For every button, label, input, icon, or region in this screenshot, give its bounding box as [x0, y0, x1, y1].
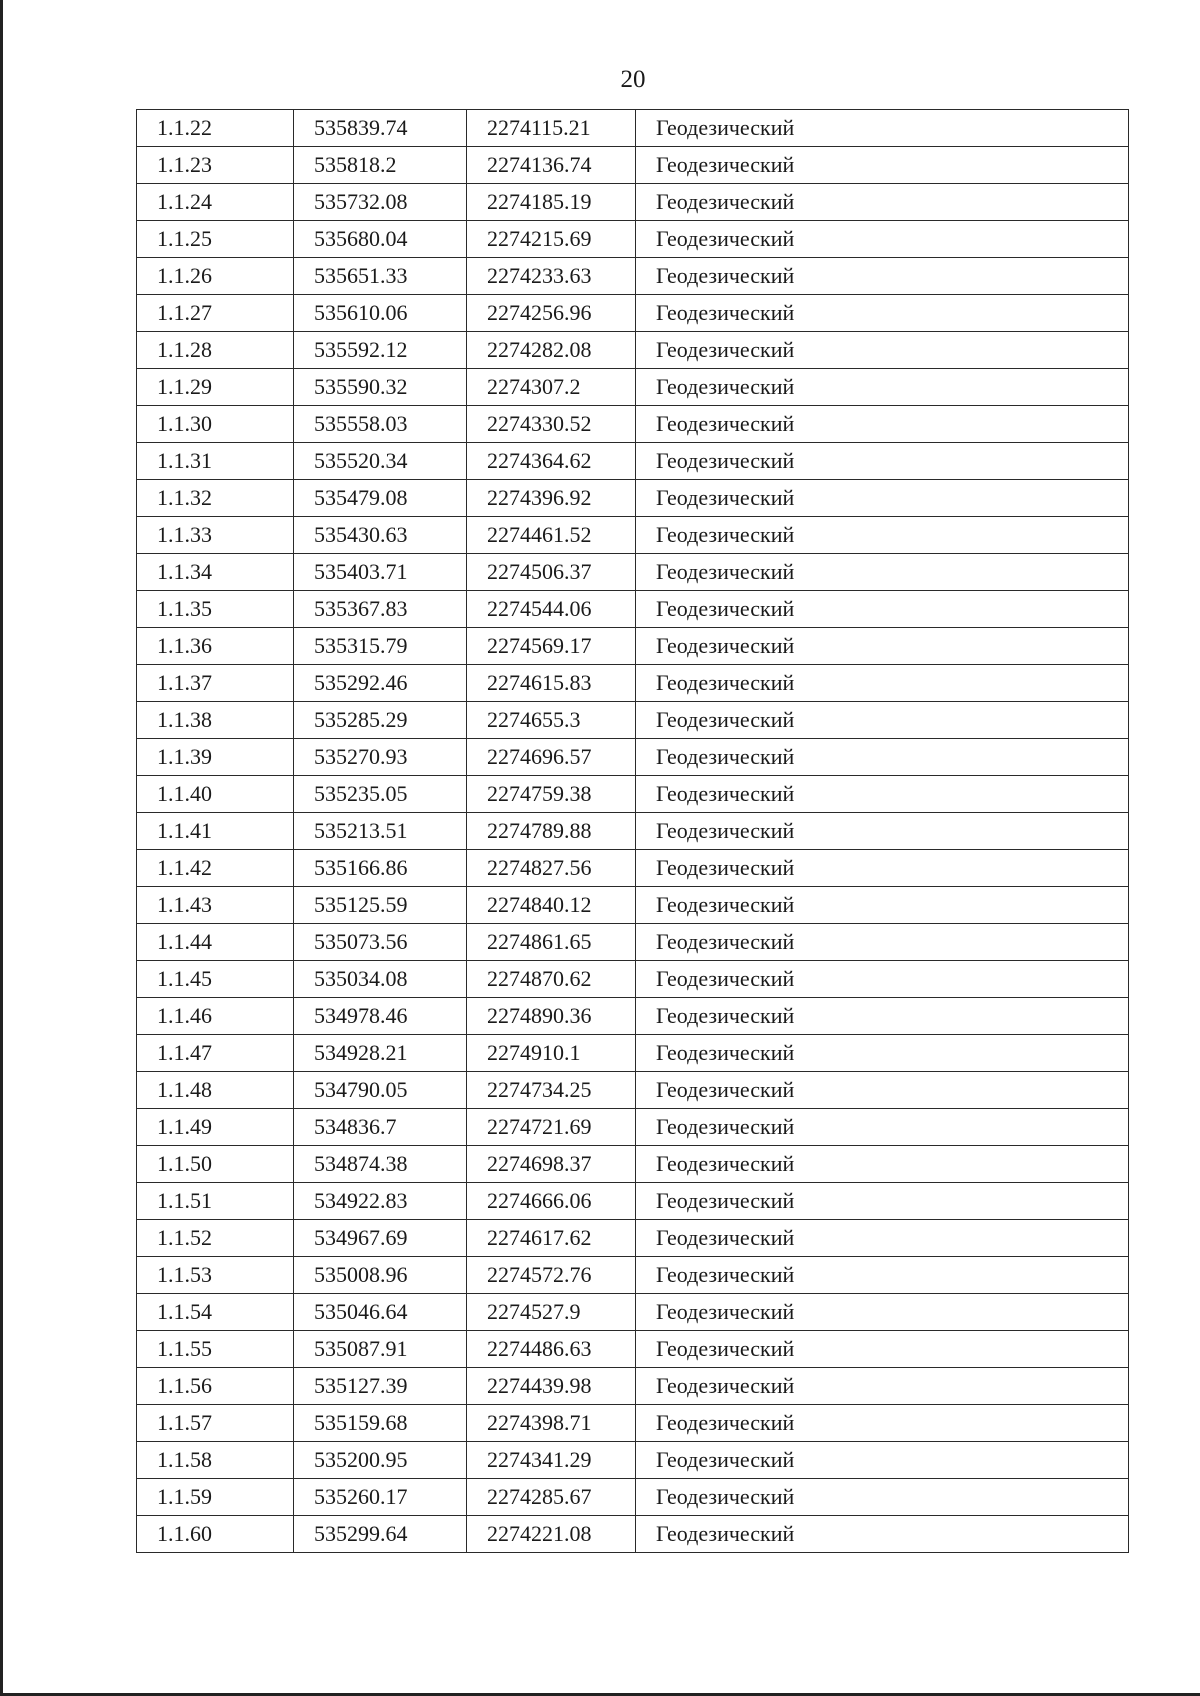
- point-number-cell: 1.1.45: [137, 961, 294, 998]
- x-coordinate-cell: 535235.05: [294, 776, 467, 813]
- method-cell: Геодезический: [636, 1405, 1129, 1442]
- point-number-cell: 1.1.32: [137, 480, 294, 517]
- y-coordinate-cell: 2274890.36: [467, 998, 636, 1035]
- table-row: [137, 924, 1129, 961]
- y-coordinate-cell: 2274569.17: [467, 628, 636, 665]
- x-coordinate-cell: 535479.08: [294, 480, 467, 517]
- y-coordinate-cell: 2274696.57: [467, 739, 636, 776]
- x-coordinate-cell: 535430.63: [294, 517, 467, 554]
- y-coordinate-cell: 2274396.92: [467, 480, 636, 517]
- method-cell: Геодезический: [636, 628, 1129, 665]
- point-number-cell: 1.1.23: [137, 147, 294, 184]
- y-coordinate-cell: 2274256.96: [467, 295, 636, 332]
- x-coordinate-cell: 535008.96: [294, 1257, 467, 1294]
- table-row: [137, 1183, 1129, 1220]
- point-number-cell: 1.1.42: [137, 850, 294, 887]
- point-number-cell: 1.1.56: [137, 1368, 294, 1405]
- point-number-cell: 1.1.51: [137, 1183, 294, 1220]
- table-row: [137, 480, 1129, 517]
- method-cell: Геодезический: [636, 591, 1129, 628]
- x-coordinate-cell: 535367.83: [294, 591, 467, 628]
- y-coordinate-cell: 2274341.29: [467, 1442, 636, 1479]
- method-cell: Геодезический: [636, 1109, 1129, 1146]
- method-cell: Геодезический: [636, 221, 1129, 258]
- table-row: [137, 1109, 1129, 1146]
- y-coordinate-cell: 2274910.1: [467, 1035, 636, 1072]
- x-coordinate-cell: 534967.69: [294, 1220, 467, 1257]
- method-cell: Геодезический: [636, 739, 1129, 776]
- y-coordinate-cell: 2274840.12: [467, 887, 636, 924]
- table-row: [137, 369, 1129, 406]
- x-coordinate-cell: 535558.03: [294, 406, 467, 443]
- point-number-cell: 1.1.28: [137, 332, 294, 369]
- x-coordinate-cell: 535213.51: [294, 813, 467, 850]
- y-coordinate-cell: 2274759.38: [467, 776, 636, 813]
- method-cell: Геодезический: [636, 1368, 1129, 1405]
- method-cell: Геодезический: [636, 295, 1129, 332]
- method-cell: Геодезический: [636, 1294, 1129, 1331]
- table-row: [137, 1331, 1129, 1368]
- table-row: [137, 1442, 1129, 1479]
- point-number-cell: 1.1.48: [137, 1072, 294, 1109]
- method-cell: Геодезический: [636, 554, 1129, 591]
- y-coordinate-cell: 2274215.69: [467, 221, 636, 258]
- point-number-cell: 1.1.43: [137, 887, 294, 924]
- table-row: [137, 850, 1129, 887]
- y-coordinate-cell: 2274721.69: [467, 1109, 636, 1146]
- x-coordinate-cell: 535087.91: [294, 1331, 467, 1368]
- table-row: [137, 1072, 1129, 1109]
- x-coordinate-cell: 535403.71: [294, 554, 467, 591]
- table-row: [137, 1294, 1129, 1331]
- y-coordinate-cell: 2274233.63: [467, 258, 636, 295]
- y-coordinate-cell: 2274486.63: [467, 1331, 636, 1368]
- y-coordinate-cell: 2274221.08: [467, 1516, 636, 1553]
- x-coordinate-cell: 534874.38: [294, 1146, 467, 1183]
- y-coordinate-cell: 2274617.62: [467, 1220, 636, 1257]
- y-coordinate-cell: 2274861.65: [467, 924, 636, 961]
- table-row: [137, 776, 1129, 813]
- point-number-cell: 1.1.31: [137, 443, 294, 480]
- x-coordinate-cell: 535680.04: [294, 221, 467, 258]
- point-number-cell: 1.1.26: [137, 258, 294, 295]
- x-coordinate-cell: 535260.17: [294, 1479, 467, 1516]
- y-coordinate-cell: 2274307.2: [467, 369, 636, 406]
- y-coordinate-cell: 2274330.52: [467, 406, 636, 443]
- point-number-cell: 1.1.27: [137, 295, 294, 332]
- y-coordinate-cell: 2274870.62: [467, 961, 636, 998]
- point-number-cell: 1.1.44: [137, 924, 294, 961]
- method-cell: Геодезический: [636, 813, 1129, 850]
- method-cell: Геодезический: [636, 184, 1129, 221]
- method-cell: Геодезический: [636, 665, 1129, 702]
- point-number-cell: 1.1.35: [137, 591, 294, 628]
- y-coordinate-cell: 2274439.98: [467, 1368, 636, 1405]
- method-cell: Геодезический: [636, 443, 1129, 480]
- point-number-cell: 1.1.50: [137, 1146, 294, 1183]
- point-number-cell: 1.1.29: [137, 369, 294, 406]
- method-cell: Геодезический: [636, 1442, 1129, 1479]
- table-row: [137, 295, 1129, 332]
- table-row: [137, 1479, 1129, 1516]
- point-number-cell: 1.1.22: [137, 110, 294, 147]
- method-cell: Геодезический: [636, 1516, 1129, 1553]
- method-cell: Геодезический: [636, 1257, 1129, 1294]
- table-row: [137, 961, 1129, 998]
- method-cell: Геодезический: [636, 1220, 1129, 1257]
- method-cell: Геодезический: [636, 1035, 1129, 1072]
- table-row: [137, 591, 1129, 628]
- y-coordinate-cell: 2274527.9: [467, 1294, 636, 1331]
- point-number-cell: 1.1.41: [137, 813, 294, 850]
- method-cell: Геодезический: [636, 406, 1129, 443]
- x-coordinate-cell: 535839.74: [294, 110, 467, 147]
- table-row: [137, 258, 1129, 295]
- method-cell: Геодезический: [636, 887, 1129, 924]
- method-cell: Геодезический: [636, 702, 1129, 739]
- table-row: [137, 406, 1129, 443]
- point-number-cell: 1.1.33: [137, 517, 294, 554]
- point-number-cell: 1.1.38: [137, 702, 294, 739]
- x-coordinate-cell: 535073.56: [294, 924, 467, 961]
- y-coordinate-cell: 2274655.3: [467, 702, 636, 739]
- scan-border-left: [0, 0, 3, 1696]
- x-coordinate-cell: 535590.32: [294, 369, 467, 406]
- point-number-cell: 1.1.59: [137, 1479, 294, 1516]
- method-cell: Геодезический: [636, 332, 1129, 369]
- point-number-cell: 1.1.34: [137, 554, 294, 591]
- x-coordinate-cell: 535520.34: [294, 443, 467, 480]
- table-row: [137, 1516, 1129, 1553]
- point-number-cell: 1.1.58: [137, 1442, 294, 1479]
- x-coordinate-cell: 535610.06: [294, 295, 467, 332]
- table-row: [137, 1405, 1129, 1442]
- table-row: [137, 332, 1129, 369]
- table-row: [137, 628, 1129, 665]
- y-coordinate-cell: 2274827.56: [467, 850, 636, 887]
- method-cell: Геодезический: [636, 1072, 1129, 1109]
- table-row: [137, 443, 1129, 480]
- y-coordinate-cell: 2274734.25: [467, 1072, 636, 1109]
- x-coordinate-cell: 535200.95: [294, 1442, 467, 1479]
- page-number: 20: [620, 66, 646, 93]
- y-coordinate-cell: 2274285.67: [467, 1479, 636, 1516]
- x-coordinate-cell: 535315.79: [294, 628, 467, 665]
- x-coordinate-cell: 535159.68: [294, 1405, 467, 1442]
- table-row: [137, 739, 1129, 776]
- point-number-cell: 1.1.54: [137, 1294, 294, 1331]
- table-row: [137, 221, 1129, 258]
- x-coordinate-cell: 535818.2: [294, 147, 467, 184]
- y-coordinate-cell: 2274506.37: [467, 554, 636, 591]
- y-coordinate-cell: 2274461.52: [467, 517, 636, 554]
- method-cell: Геодезический: [636, 924, 1129, 961]
- point-number-cell: 1.1.52: [137, 1220, 294, 1257]
- table-row: [137, 110, 1129, 147]
- coordinates-table-body: [137, 110, 1129, 1553]
- x-coordinate-cell: 535732.08: [294, 184, 467, 221]
- point-number-cell: 1.1.24: [137, 184, 294, 221]
- y-coordinate-cell: 2274282.08: [467, 332, 636, 369]
- point-number-cell: 1.1.53: [137, 1257, 294, 1294]
- x-coordinate-cell: 535127.39: [294, 1368, 467, 1405]
- method-cell: Геодезический: [636, 110, 1129, 147]
- table-row: [137, 813, 1129, 850]
- x-coordinate-cell: 535270.93: [294, 739, 467, 776]
- y-coordinate-cell: 2274398.71: [467, 1405, 636, 1442]
- method-cell: Геодезический: [636, 998, 1129, 1035]
- y-coordinate-cell: 2274364.62: [467, 443, 636, 480]
- method-cell: Геодезический: [636, 517, 1129, 554]
- y-coordinate-cell: 2274136.74: [467, 147, 636, 184]
- x-coordinate-cell: 534922.83: [294, 1183, 467, 1220]
- x-coordinate-cell: 535034.08: [294, 961, 467, 998]
- method-cell: Геодезический: [636, 1146, 1129, 1183]
- table-row: [137, 665, 1129, 702]
- x-coordinate-cell: 535651.33: [294, 258, 467, 295]
- table-row: [137, 554, 1129, 591]
- y-coordinate-cell: 2274789.88: [467, 813, 636, 850]
- y-coordinate-cell: 2274185.19: [467, 184, 636, 221]
- table-row: [137, 998, 1129, 1035]
- y-coordinate-cell: 2274615.83: [467, 665, 636, 702]
- x-coordinate-cell: 535299.64: [294, 1516, 467, 1553]
- x-coordinate-cell: 535166.86: [294, 850, 467, 887]
- point-number-cell: 1.1.30: [137, 406, 294, 443]
- point-number-cell: 1.1.55: [137, 1331, 294, 1368]
- point-number-cell: 1.1.46: [137, 998, 294, 1035]
- method-cell: Геодезический: [636, 147, 1129, 184]
- point-number-cell: 1.1.40: [137, 776, 294, 813]
- table-row: [137, 1146, 1129, 1183]
- x-coordinate-cell: 534978.46: [294, 998, 467, 1035]
- y-coordinate-cell: 2274115.21: [467, 110, 636, 147]
- y-coordinate-cell: 2274544.06: [467, 591, 636, 628]
- point-number-cell: 1.1.57: [137, 1405, 294, 1442]
- table-row: [137, 1220, 1129, 1257]
- method-cell: Геодезический: [636, 258, 1129, 295]
- point-number-cell: 1.1.37: [137, 665, 294, 702]
- x-coordinate-cell: 534836.7: [294, 1109, 467, 1146]
- table-row: [137, 702, 1129, 739]
- point-number-cell: 1.1.39: [137, 739, 294, 776]
- x-coordinate-cell: 534928.21: [294, 1035, 467, 1072]
- table-row: [137, 1368, 1129, 1405]
- x-coordinate-cell: 535592.12: [294, 332, 467, 369]
- point-number-cell: 1.1.49: [137, 1109, 294, 1146]
- y-coordinate-cell: 2274666.06: [467, 1183, 636, 1220]
- method-cell: Геодезический: [636, 369, 1129, 406]
- method-cell: Геодезический: [636, 1479, 1129, 1516]
- y-coordinate-cell: 2274698.37: [467, 1146, 636, 1183]
- point-number-cell: 1.1.60: [137, 1516, 294, 1553]
- y-coordinate-cell: 2274572.76: [467, 1257, 636, 1294]
- x-coordinate-cell: 535285.29: [294, 702, 467, 739]
- point-number-cell: 1.1.36: [137, 628, 294, 665]
- point-number-cell: 1.1.25: [137, 221, 294, 258]
- method-cell: Геодезический: [636, 850, 1129, 887]
- x-coordinate-cell: 534790.05: [294, 1072, 467, 1109]
- x-coordinate-cell: 535292.46: [294, 665, 467, 702]
- table-row: [137, 517, 1129, 554]
- method-cell: Геодезический: [636, 1183, 1129, 1220]
- coordinates-table: [136, 109, 1129, 1553]
- table-row: [137, 1257, 1129, 1294]
- table-row: [137, 147, 1129, 184]
- table-row: [137, 1035, 1129, 1072]
- point-number-cell: 1.1.47: [137, 1035, 294, 1072]
- method-cell: Геодезический: [636, 1331, 1129, 1368]
- x-coordinate-cell: 535125.59: [294, 887, 467, 924]
- method-cell: Геодезический: [636, 776, 1129, 813]
- table-row: [137, 887, 1129, 924]
- method-cell: Геодезический: [636, 480, 1129, 517]
- table-row: [137, 184, 1129, 221]
- method-cell: Геодезический: [636, 961, 1129, 998]
- x-coordinate-cell: 535046.64: [294, 1294, 467, 1331]
